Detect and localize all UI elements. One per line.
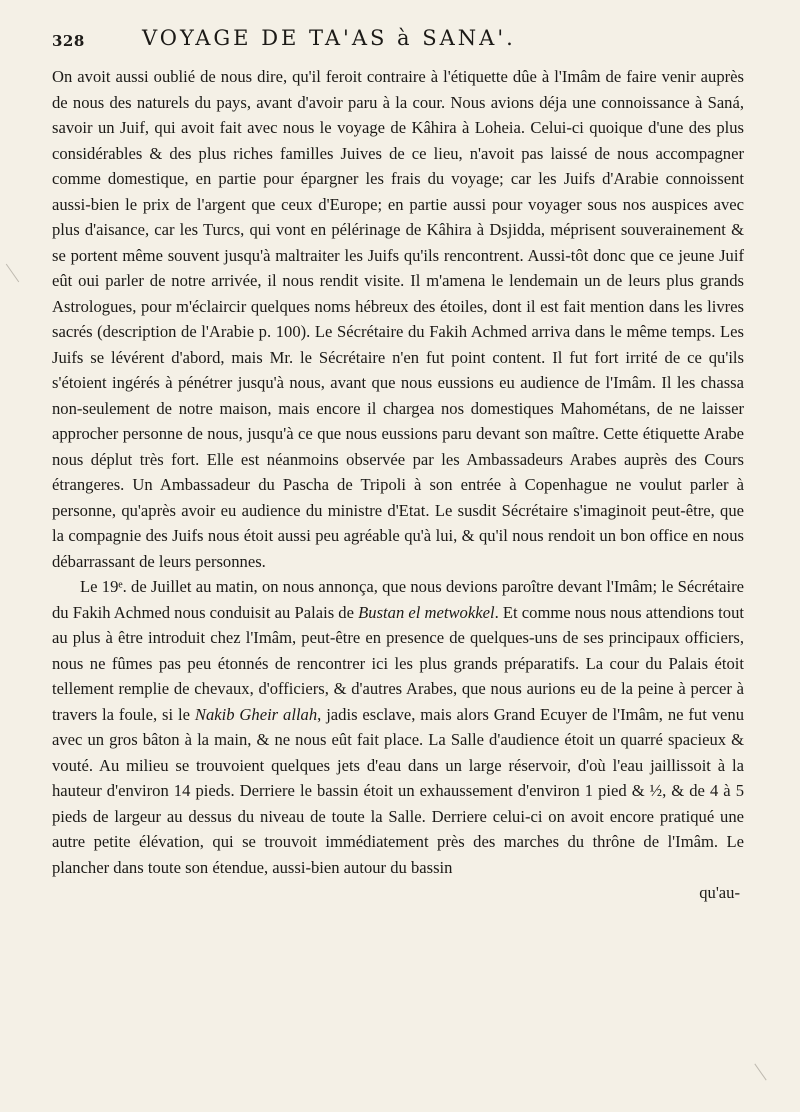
- paragraph-text: Le 19ᵉ. de Juillet au matin, on nous annonça, que nous devions paroître devant l'Imâm; le Sécrétaire du Fakih Achmed nous conduisit au Palais de: [52, 577, 744, 622]
- page-number: 328: [52, 32, 85, 50]
- paragraph-arrival-etiquette: [52, 64, 744, 574]
- margin-stroke: [6, 264, 19, 283]
- body-text: [52, 64, 744, 906]
- place-name-italic: Bustan el metwokkel: [358, 602, 495, 622]
- person-name-italic: Nakib Gheir allah: [194, 704, 318, 724]
- paragraph-text: . Et comme nous nous attendions tout au plus à être introduit chez l'Imâm, peut-être en presence de quelques-uns de ses principaux officiers, nous ne fûmes pas peu étonnés de rencontrer ici les plus grands préparatifs. La cour du Palais étoit tellement remplie de chevaux, d'officiers, & d'autres Arabes, que nous aurions eu de la peine à percer à travers la foule, si le: [52, 602, 744, 724]
- paragraph-text: , jadis esclave, mais alors Grand Ecuyer de l'Imâm, ne fut venu avec un gros bâton à la main, & ne nous eût fait place. La Salle d'audience étoit un quarré spacieux & vouté. Au milieu se trouvoient quelques jets d'eau dans un large réservoir, d'où l'eau jaillissoit à la hauteur d'environ 14 pieds. Derriere le bassin étoit un exhaussement d'environ 1 pied & ½, & de 4 à 5 pieds de largeur au dessus du niveau de toute la Salle. Derriere celui-ci on avoit encore pratiqué une autre petite élévation, qui se trouvoit immédiatement près des marches du thrône de l'Imâm. Le plancher dans toute son étendue, aussi-bien autour du bassin: [52, 704, 744, 877]
- running-title: VOYAGE DE TA'AS à SANA'.: [142, 26, 516, 50]
- margin-stroke: [754, 1064, 766, 1081]
- paragraph-text: On avoit aussi oublié de nous dire, qu'il feroit contraire à l'étiquette dûe à l'Imâm de faire venir auprès de nous des naturels du pays, avant d'avoir paru à la cour. Nous avions déja une connoissance à Saná, savoir un Juif, qui avoit fait avec nous le voyage de Kâhira à Loheia. Celui-ci quoique d'une des plus considérables & des plus riches familles Juives de ce lieu, n'avoit pas laissé de nous accompagner comme domestique, en partie pour épargner les frais du voyage; car les Juifs d'Arabie connoissent aussi-bien le prix de l'argent que ceux d'Europe; en partie aussi pour voyager sous nos auspices avec plus d'aisance, car les Turcs, qui vont en pélérinage de Kâhira à Dsjidda, méprisent souverainement & se portent même souvent jusqu'à maltraiter les Juifs qu'ils rencontrent. Aussi-tôt donc que ce jeune Juif eût oui parler de notre arrivée, il nous rendit visite. Il m'amena le lendemain un de leurs plus grands Astrologues, pour m'éclaircir quelques noms hébreux des étoiles, dont il est fait mention dans les livres sacrés (description de l'Arabie p. 100). Le Sécrétaire du Fakih Achmed arriva dans le même temps. Les Juifs se lévérent d'abord, mais Mr. le Sécrétaire n'en fut point content. Il fut fort irrité de ce qu'ils s'étoient ingérés à pénétrer jusqu'à nous, avant que nous eussions eu audience de l'Imâm. Il les chassa non-seulement de notre maison, mais encore il chargea nos domestiques Mahométans, de ne laisser approcher personne de nous, jusqu'à ce que nous eussions paru devant son maître. Cette étiquette Arabe nous déplut très fort. Elle est néanmoins observée par les Ambassadeurs Arabes auprès des Cours étrangeres. Un Ambassadeur du Pascha de Tripoli à son entrée à Copenhague ne voulut parler à personne, qu'après avoir eu audience du ministre d'Etat. Le susdit Sécrétaire s'imaginoit peut-être, que la compagnie des Juifs nous étoit aussi peu agréable qu'à lui, & qu'il nous rendoit un bon office en nous débarrassant de leurs personnes.: [52, 67, 744, 571]
- paragraph-audience-imam: [52, 574, 744, 880]
- page-header: [52, 22, 752, 56]
- catchword: qu'au-: [699, 883, 740, 902]
- catchword-line: [52, 880, 744, 906]
